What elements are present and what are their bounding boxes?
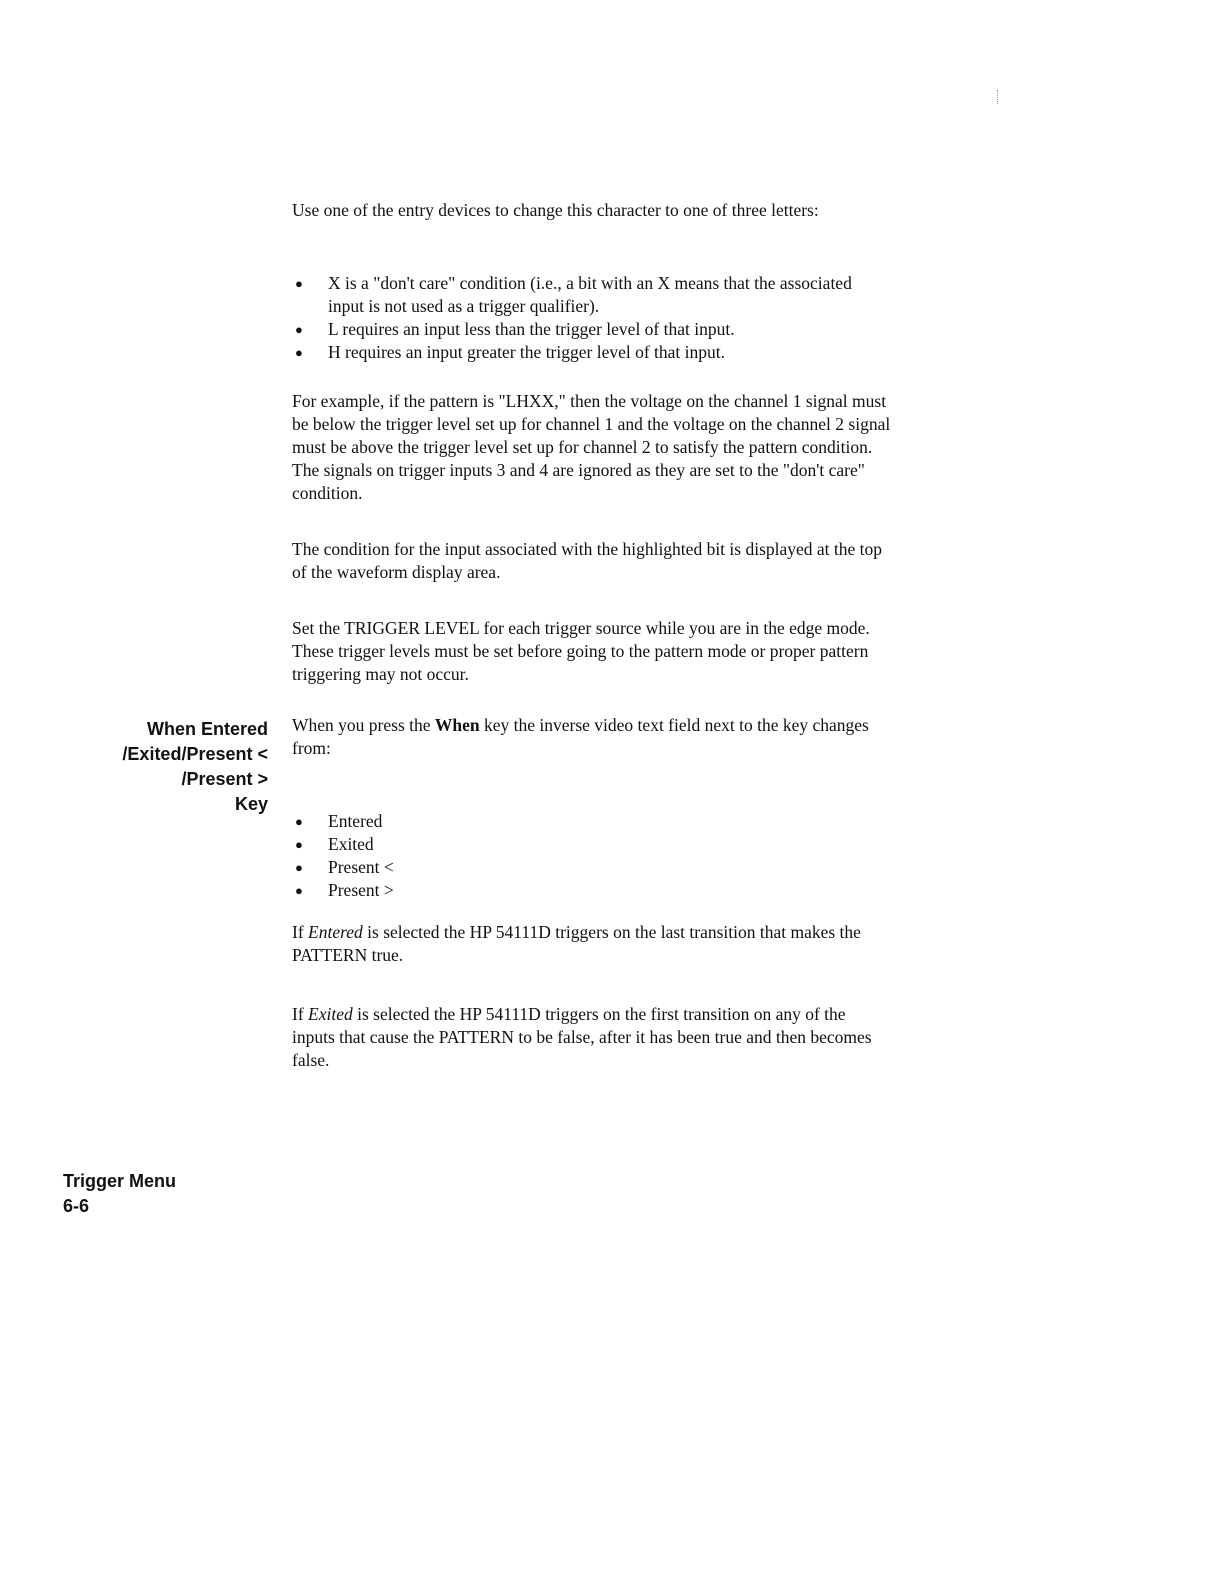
entered-term: Entered	[308, 922, 363, 942]
list-item-text: L requires an input less than the trigger level of that input.	[328, 319, 735, 339]
page-footer	[63, 1169, 176, 1219]
footer-page-number: 6-6	[63, 1196, 90, 1216]
trigger-level-paragraph	[292, 617, 892, 686]
bullet-icon: ●	[295, 322, 303, 337]
list-item-text: Exited	[328, 834, 374, 854]
entered-paragraph	[292, 921, 892, 967]
exited-term: Exited	[308, 1004, 353, 1024]
condition-paragraph	[292, 538, 892, 584]
example-paragraph	[292, 390, 892, 505]
list-item	[292, 341, 892, 364]
bullet-icon: ●	[295, 345, 303, 360]
sidehead-line: When Entered	[146, 719, 268, 739]
letter-list	[292, 272, 892, 364]
bullet-icon: ●	[295, 837, 303, 852]
list-item-text: Entered	[328, 811, 383, 831]
when-key-name: When	[434, 715, 480, 735]
intro-paragraph	[292, 199, 892, 222]
bullet-icon: ●	[295, 276, 303, 291]
margin-mark	[997, 90, 999, 104]
bullet-icon: ●	[295, 883, 303, 898]
when-key-text: When you press the When key the inverse video text field next to the key changes from:	[292, 715, 869, 758]
list-item-text: Present >	[328, 880, 394, 900]
exited-paragraph	[292, 1003, 892, 1072]
bullet-icon: ●	[295, 860, 303, 875]
bullet-icon: ●	[295, 814, 303, 829]
list-item	[292, 856, 892, 879]
sidehead-line: /Exited/Present <	[122, 744, 268, 764]
example-text: For example, if the pattern is "LHXX," then the voltage on the channel 1 signal must be below the trigger level set up for channel 1 and the voltage on the channel 2 signal must be above the trigger level set up for channel 2 to satisfy the pattern condition. The signals on trigger inputs 3 and 4 are ignored as they are set to the "don't care" condition.	[292, 391, 891, 503]
list-item	[292, 318, 892, 341]
condition-text: The condition for the input associated with the highlighted bit is displayed at the top of the waveform display area.	[292, 539, 883, 582]
list-item	[292, 833, 892, 856]
list-item	[292, 879, 892, 902]
list-item	[292, 810, 892, 833]
list-item-text: X is a "don't care" condition (i.e., a bit with an X means that the associated input is not used as a trigger qualifier).	[328, 273, 852, 316]
sidehead-line: Key	[234, 794, 268, 814]
list-item-text: H requires an input greater the trigger level of that input.	[328, 342, 726, 362]
entered-text: If Entered is selected the HP 54111D triggers on the last transition that makes the PATTERN true.	[292, 922, 861, 965]
sidehead-line: /Present >	[181, 769, 268, 789]
intro-text: Use one of the entry devices to change this character to one of three letters:	[292, 200, 819, 220]
when-key-sidehead	[122, 717, 268, 817]
when-option-list	[292, 810, 892, 902]
list-item	[292, 272, 892, 318]
when-key-paragraph	[292, 714, 892, 760]
list-item-text: Present <	[328, 857, 394, 877]
exited-text: If Exited is selected the HP 54111D triggers on the first transition on any of the inputs that cause the PATTERN to be false, after it has been true and then becomes false.	[292, 1004, 872, 1070]
footer-section-title: Trigger Menu	[63, 1171, 177, 1191]
trigger-level-text: Set the TRIGGER LEVEL for each trigger source while you are in the edge mode. These trigger levels must be set before going to the pattern mode or proper pattern triggering may not occur.	[292, 618, 870, 684]
